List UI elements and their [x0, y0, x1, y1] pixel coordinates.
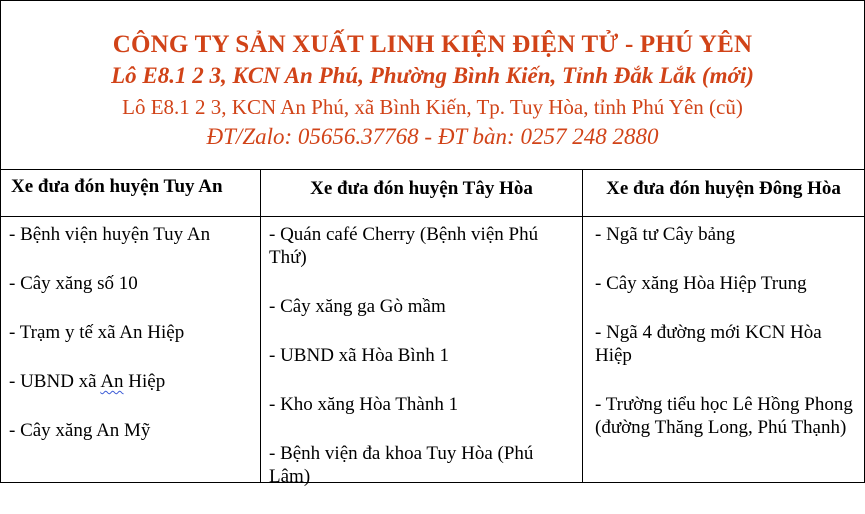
list-item: - Cây xăng số 10 — [9, 273, 138, 294]
column-dong-hoa — [583, 170, 864, 482]
list-item: - Cây xăng An Mỹ — [9, 420, 151, 441]
list-item: - Kho xăng Hòa Thành 1 — [269, 394, 459, 415]
list-item: - Quán café Cherry (Bệnh viện Phú Thứ) — [269, 224, 539, 268]
column-tuy-an — [1, 170, 261, 482]
list-item: - UBND xã Hòa Bình 1 — [269, 345, 449, 366]
pickup-list — [261, 223, 582, 514]
list-item: - Ngã 4 đường mới KCN Hòa Hiệp — [595, 322, 822, 366]
spellcheck-underline: An — [100, 371, 124, 392]
column-tay-hoa — [261, 170, 583, 487]
pickup-list — [583, 223, 864, 465]
shuttle-routes-table — [1, 170, 864, 487]
address-new: Lô E8.1 2 3, KCN An Phú, Phường Bình Kiến, Tỉnh Đắk Lắk (mới) — [111, 63, 754, 88]
pickup-list — [1, 223, 260, 468]
column-header: Xe đưa đón huyện Đông Hòa — [583, 170, 864, 217]
list-item: - Bệnh viện đa khoa Tuy Hòa (Phú Lâm) — [269, 443, 534, 487]
list-item: - UBND xã An Hiệp — [9, 371, 166, 392]
address-old: Lô E8.1 2 3, KCN An Phú, xã Bình Kiến, Tp. Tuy Hòa, tỉnh Phú Yên (cũ) — [122, 95, 743, 119]
list-item: - Trạm y tế xã An Hiệp — [9, 322, 185, 343]
list-item: - Cây xăng Hòa Hiệp Trung — [595, 273, 807, 294]
column-header: Xe đưa đón huyện Tây Hòa — [261, 170, 582, 217]
company-header — [1, 1, 864, 170]
list-item: - Bệnh viện huyện Tuy An — [9, 224, 211, 245]
company-name: CÔNG TY SẢN XUẤT LINH KIỆN ĐIỆN TỬ - PHÚ YÊN — [112, 31, 753, 58]
list-item: - Cây xăng ga Gò mầm — [269, 296, 446, 317]
contact-info: ĐT/Zalo: 05656.37768 - ĐT bàn: 0257 248 2880 — [206, 124, 659, 149]
list-item: - Trường tiểu học Lê Hồng Phong (đường Thăng Long, Phú Thạnh) — [595, 394, 853, 438]
column-header: Xe đưa đón huyện Tuy An — [1, 170, 260, 217]
list-item: - Ngã tư Cây bảng — [595, 224, 736, 245]
